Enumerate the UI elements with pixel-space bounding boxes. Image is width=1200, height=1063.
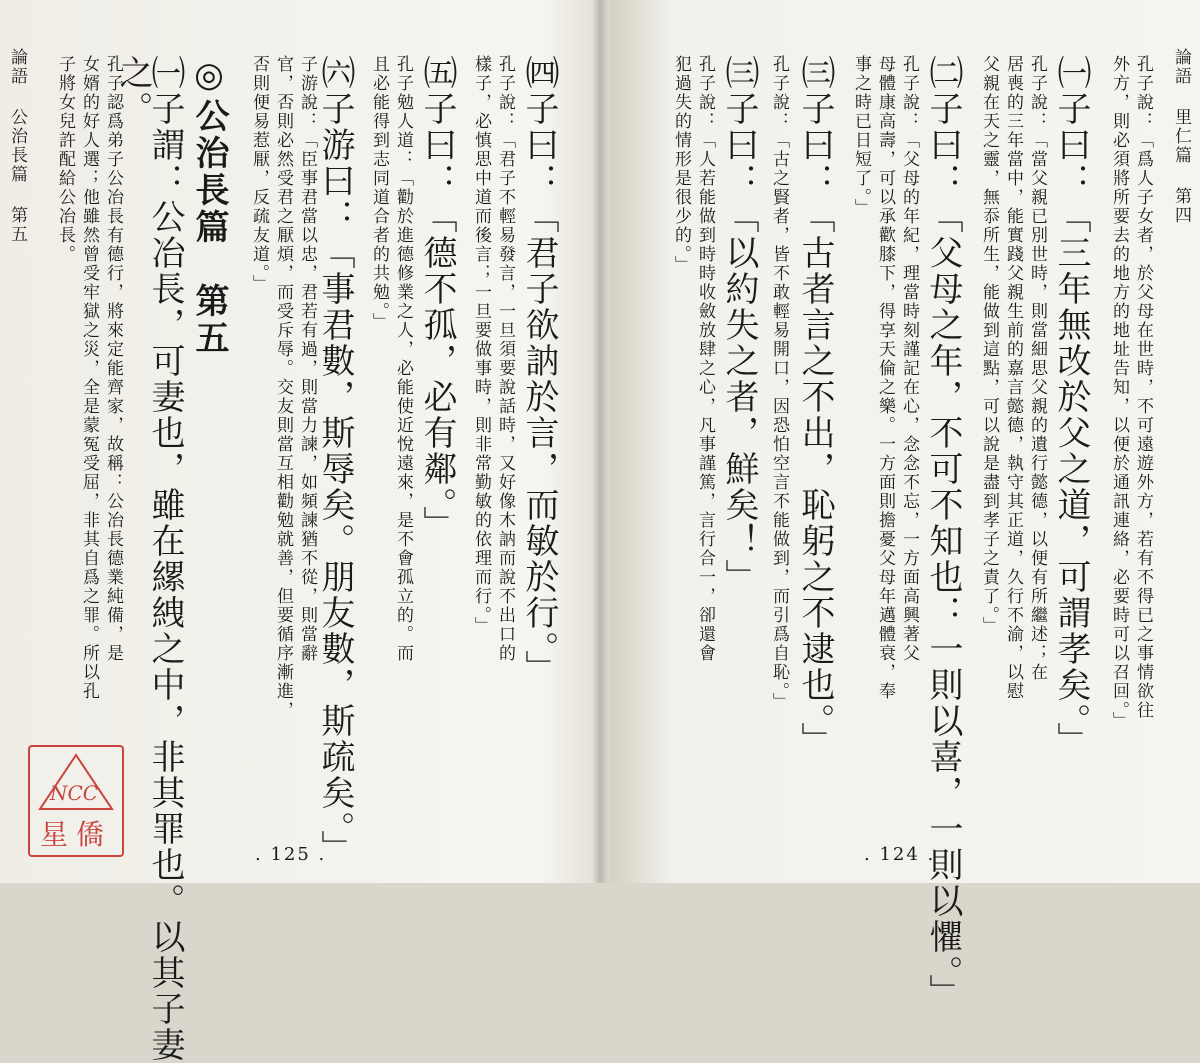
right-page-text-column: 外方，則必須將所要去的地方的地址告知，以便於通訊連絡，必要時可以召回。」	[1109, 55, 1129, 731]
left-page-text-column: 孔子說：「君子不輕易發言，一旦須要說話時，又好像木訥而說不出口的	[495, 55, 515, 663]
left-page-number: . 125 .	[255, 844, 327, 865]
right-page-number: . 124 .	[864, 844, 936, 865]
left-page-text-column: 且必能得到志同道合者的共勉。」	[369, 55, 389, 332]
right-page-text-column: 犯過失的情形是很少的。」	[671, 55, 691, 275]
right-page-text-column: 母體康高壽，可以承歡膝下，得享天倫之樂。一方面則擔憂父母年邁體衰，奉	[875, 55, 895, 701]
right-page-text-column: 孔子說：「古之賢者，皆不敢輕易開口，因恐怕空言不能做到，而引爲自恥。」	[769, 55, 789, 712]
right-page	[602, 0, 1200, 1010]
right-page-text-column: ㈠子曰：「三年無改於父之道，可謂孝矣。」	[1051, 55, 1091, 758]
left-running-head: 論語 公治長篇 第五	[7, 48, 27, 244]
right-page-text-column: 孔子說：「當父親已別世時，則當細思父親的遺行懿德，以便有所繼述；在	[1027, 55, 1047, 682]
left-page-text-column: 樣子，必慎思中道而後言；一旦要做事時，則非常勤敏的依理而行。」	[471, 55, 491, 636]
watermark-stamp	[28, 745, 124, 857]
left-page-text-column: 否則便易惹厭，反疏友道。」	[249, 55, 269, 294]
right-page-text-column: ㈢子曰：「以約失之者，鮮矣！」	[719, 55, 759, 595]
right-page-text-column: ㈢子曰：「古者言之不出，恥躬之不逮也。」	[795, 55, 835, 758]
right-page-text-column: 事之時已日短了。」	[851, 55, 871, 218]
left-page-text-column: ㈠子謂：公冶長，可妻也，雖在縲絏之中，非其罪也。以其子妻	[145, 55, 185, 1063]
left-page-text-column: 孔子認爲弟子公冶長有德行，將來定能齊家，故稱：公冶長德業純備，是	[103, 55, 123, 663]
right-running-head: 論語 里仁篇 第四	[1171, 48, 1191, 225]
left-page-text-column: ◎公治長篇 第五	[189, 55, 229, 357]
left-page-text-column: 官，否則必然受君之厭煩，而受斥辱。交友則當互相勸勉就善，但要循序漸進，	[273, 55, 293, 720]
left-page-text-column: ㈤子曰：「德不孤，必有鄰。」	[417, 55, 457, 542]
left-page-text-column: 女婿的好人選；他雖然曾受牢獄之災，全是蒙冤受屈，非其自爲之罪。所以孔	[79, 55, 99, 701]
right-page-text-column: 孔子說：「父母的年紀，理當時刻謹記在心，念念不忘，一方面高興著父	[899, 55, 919, 663]
right-page-text-column: 父親在天之靈，無忝所生，能做到這點，可以說是盡到孝子之責了。」	[979, 55, 999, 636]
left-page-text-column: 子將女兒許配給公冶長。	[55, 55, 75, 264]
stamp-text-bottom: 星僑	[40, 818, 113, 851]
right-page-text-column: 孔子說：「爲人子女者，於父母在世時，不可遠遊外方，若有不得已之事情欲往	[1133, 55, 1153, 720]
left-page-text-column: 子游說：「臣事君當以忠，君若有過，則當力諫，如頻諫猶不從，則當辭	[297, 55, 317, 663]
left-page-text-column: 孔子勉人道：「勸於進德修業之人，必能使近悅遠來，是不會孤立的。而	[393, 55, 413, 663]
right-page-text-column: 居喪的三年當中，能實踐父親生前的嘉言懿德，執守其正道，久行不渝，以慰	[1003, 55, 1023, 701]
stamp-text-top: NCC	[50, 781, 99, 805]
right-page-text-column: ㈡子曰：「父母之年，不可不知也：一則以喜，一則以懼。」	[923, 55, 963, 1010]
left-page-text-column: ㈥子游曰：「事君數，斯辱矣。朋友數，斯疏矣。」	[315, 55, 355, 866]
left-page-text-column: 之。	[113, 55, 153, 127]
right-page-text-column: 孔子說：「人若能做到時時收斂放肆之心，凡事謹篤，言行合一，卻還會	[695, 55, 715, 663]
left-page-text-column: ㈣子曰：「君子欲訥於言，而敏於行。」	[519, 55, 559, 686]
